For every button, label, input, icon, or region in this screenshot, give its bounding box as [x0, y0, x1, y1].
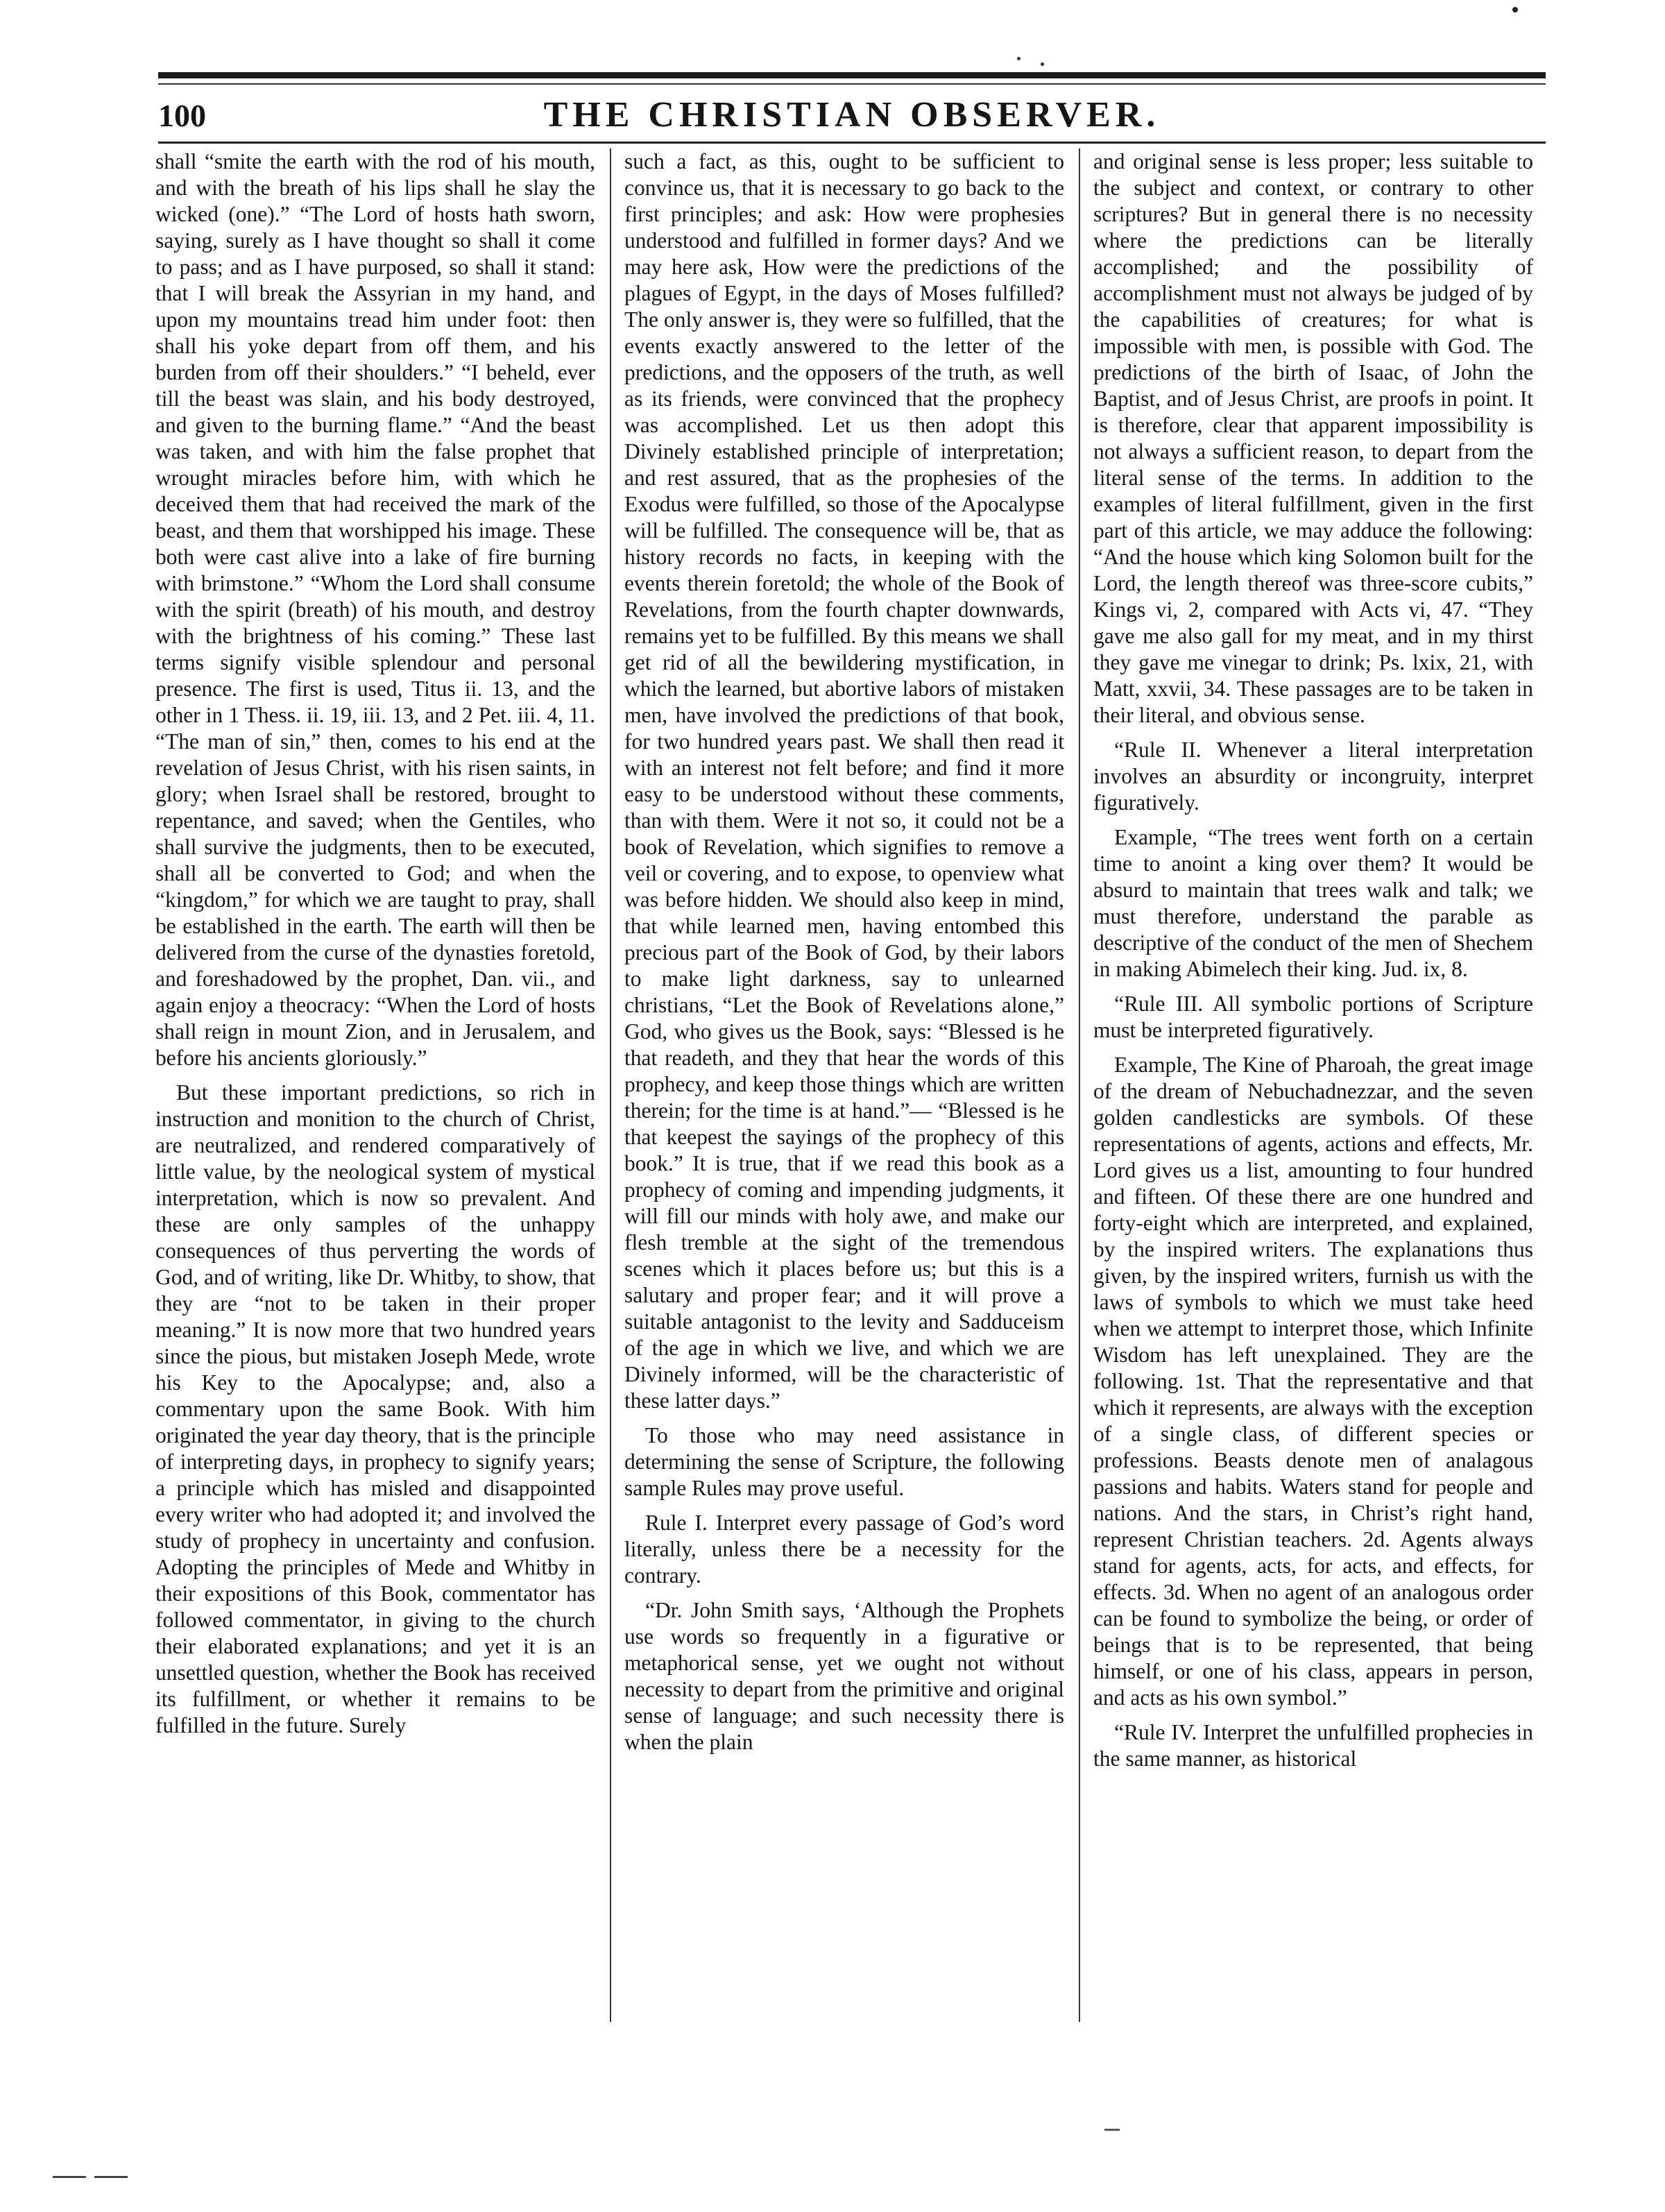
page-header — [158, 94, 1546, 139]
ink-mark — [53, 2176, 86, 2178]
header-rule — [158, 142, 1546, 144]
paragraph: “Dr. John Smith says, ‘Although the Prophets use words so frequently in a figurative or metaphorical sense, yet we ought not without necessity to depart from the primitive and original sense of language; and such necessity there is when the plain — [624, 1598, 1064, 1754]
paragraph: shall “smite the earth with the rod of his mouth, and with the breath of his lips shall he slay the wicked (one).” “The Lord of hosts hath sworn, saying, surely as I have thought so shall it come to pass; and as I have purposed, so shall it stand: that I will break the Assyrian in my hand, and upon my mountains tread him under foot: then shall his yoke depart from off them, and his burden from off their shoulders.” “I beheld, ever till the beast was slain, and his body destroyed, and given to the burning flame.” “And the beast was taken, and with him the false prophet that wrought miracles before him, with which he deceived them that had received the mark of the beast, and them that worshipped his image. These both were cast alive into a lake of fire burning with brimstone.” “Whom the Lord shall consume with the spirit (breath) of his mouth, and destroy with the brightness of his coming.” These last terms signify visible splendour and personal presence. The first is used, Titus ii. 13, and the other in 1 Thess. ii. 19, iii. 13, and 2 Pet. iii. 4, 11. “The man of sin,” then, comes to his end at the revelation of Jesus Christ, with his risen saints, in glory; when Israel shall be restored, brought to repentance, and saved; when the Gentiles, who shall survive the judgments, then to be executed, shall all be converted to God; and when the “kingdom,” for which we are taught to pray, shall be established in the earth. The earth will then be delivered from the curse of the dynasties foretold, and foreshadowed by the prophet, Dan. vii., and again enjoy a theocracy: “When the Lord of hosts shall reign in mount Zion, and in Jerusalem, and before his ancients gloriously.” — [155, 149, 595, 1070]
ink-speck — [1041, 62, 1044, 66]
paragraph: But these important predictions, so rich in instruction and monition to the church of Christ, are neutralized, and rendered comparatively of little value, by the neological system of mystical interpretation, which is now so prevalent. And these are only samples of the unhappy consequences of thus perverting the words of God, and of writing, like Dr. Whitby, to show, that they are “not to be taken in their proper meaning.” It is now more that two hundred years since the pious, but mistaken Joseph Mede, wrote his Key to the Apocalypse; and, also a commentary upon the same Book. With him originated the year day theory, that is the principle of interpreting days, in prophecy to signify years; a principle which has misled and disappointed every writer who had adopted it; and involved the study of prophecy in uncertainty and confusion. Adopting the principles of Mede and Whitby in their expositions of this Book, commentator has followed commentator, in giving to the church their elaborated explanations; and yet it is an unsettled question, whether the Book has received its fulfillment, or whether it remains to be fulfilled in the future. Surely — [155, 1080, 595, 1737]
ink-speck — [1512, 7, 1518, 12]
paragraph: “Rule III. All symbolic portions of Scripture must be interpreted figuratively. — [1093, 992, 1533, 1042]
column-3 — [1093, 148, 1533, 2022]
page-number: 100 — [158, 98, 206, 133]
column-1 — [155, 148, 595, 2022]
paragraph: “Rule IV. Interpret the unfulfilled prophecies in the same manner, as historical — [1093, 1720, 1533, 1771]
paragraph: and original sense is less proper; less suitable to the subject and context, or contrary to other scriptures? But in general there is no necessity where the predictions can be literally accomplished; and the possibility of accomplishment must not always be judged of by the capabilities of creatures; for what is impossible with men, is possible with God. The predictions of the birth of Isaac, of John the Baptist, and of Jesus Christ, are proofs in point. It is therefore, clear that apparent impossibility is not always a sufficient reason, to depart from the literal sense of the terms. In addition to the examples of literal fulfillment, given in the first part of this article, we may adduce the following: “And the house which king Solomon built for the Lord, the length thereof was three-score cubits,” Kings vi, 2, compared with Acts vi, 47. “They gave me also gall for my meat, and in my thirst they gave me vinegar to drink; Ps. lxix, 21, with Matt, xxvii, 34. These passages are to be taken in their literal, and obvious sense. — [1093, 149, 1533, 727]
running-title: THE CHRISTIAN OBSERVER. — [543, 95, 1161, 135]
paragraph: Example, “The trees went forth on a certain time to anoint a king over them? It would be absurd to maintain that trees walk and talk; we must therefore, understand the parable as descriptive of the conduct of the men of Shechem in making Abimelech their king. Jud. ix, 8. — [1093, 825, 1533, 981]
top-rule — [158, 72, 1546, 78]
column-divider — [1079, 148, 1080, 2022]
column-divider — [610, 148, 611, 2022]
ink-mark — [1104, 2129, 1120, 2131]
paragraph: To those who may need assistance in determining the sense of Scripture, the following sample Rules may prove useful. — [624, 1423, 1064, 1500]
paragraph: such a fact, as this, ought to be sufficient to convince us, that it is necessary to go back to the first principles; and ask: How were prophesies understood and fulfilled in former days? And we may here ask, How were the predictions of the plagues of Egypt, in the days of Moses fulfilled? The only answer is, they were so fulfilled, that the events exactly answered to the letter of the predictions, and the opposers of the truth, as well as its friends, were convinced that the prophecy was accomplished. Let us then adopt this Divinely established principle of interpretation; and rest assured, that as the prophesies of the Exodus were fulfilled, so those of the Apocalypse will be fulfilled. The consequence will be, that as history records no facts, in keeping with the events therein foretold; the whole of the Book of Revelations, from the fourth chapter downwards, remains yet to be fulfilled. By this means we shall get rid of all the bewildering mystification, in which the learned, but abortive labors of mistaken men, have involved the predictions of that book, for two hundred years past. We shall then read it with an interest not felt before; and find it more easy to be understood without these comments, than with them. Were it not so, it could not be a book of Revelation, which signifies to remove a veil or covering, and to expose, to openview what was before hidden. We should also keep in mind, that while learned men, having entombed this precious part of the Book of God, by their labors to make light darkness, say to unlearned christians, “Let the Book of Revelations alone,” God, who gives us the Book, says: “Blessed is he that readeth, and they that hear the words of this prophecy, and keep those things which are written therein; for the time is at hand.”— “Blessed is he that keepest the sayings of the prophecy of this book.” It is true, that if we read this book as a prophecy of coming and impending judgments, it will fill our minds with holy awe, and make our flesh tremble at the sight of the tremendous scenes which it places before us; but this is a salutary and proper fear; and it will prove a suitable antagonist to the levity and Sadduceism of the age in which we live, and which we are Divinely informed, will be the characteristic of these latter days.” — [624, 149, 1064, 1413]
top-rule-thin — [158, 83, 1546, 85]
ink-speck — [1017, 57, 1021, 60]
ink-mark — [94, 2176, 128, 2178]
paragraph: Example, The Kine of Pharoah, the great image of the dream of Nebuchadnezzar, and the seven golden candlesticks are symbols. Of these representations of agents, actions and effects, Mr. Lord gives us a list, amounting to four hundred and fifteen. Of these there are one hundred and forty-eight which are interpreted, and explained, by the inspired writers. The explanations thus given, by the inspired writers, furnish us with the laws of symbols to which we must take heed when we attempt to interpret those, which Infinite Wisdom has left unexplained. They are the following. 1st. That the representative and that which it represents, are always with the exception of a single class, of different species or professions. Beasts denote men of analagous passions and habits. Waters stand for people and nations. And the stars, in Christ’s right hand, represent Christian teachers. 2d. Agents always stand for agents, acts, for acts, and effects, for effects. 3d. When no agent of an analogous order can be found to symbolize the being, or order of beings that is to be represented, that being himself, or one of his class, appears in person, and acts as his own symbol.” — [1093, 1053, 1533, 1710]
column-2 — [624, 148, 1064, 2022]
paragraph: “Rule II. Whenever a literal interpretation involves an absurdity or incongruity, interpret figuratively. — [1093, 738, 1533, 815]
paragraph: Rule I. Interpret every passage of God’s word literally, unless there be a necessity for the contrary. — [624, 1511, 1064, 1588]
text-columns — [155, 148, 1550, 2022]
